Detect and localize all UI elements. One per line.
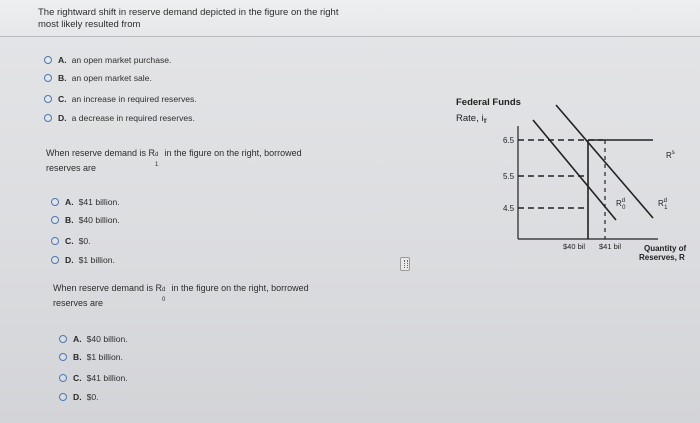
x-tick-label: $41 bil	[599, 242, 622, 251]
demand-r0-label: $R^d$ 0	[616, 198, 626, 211]
option-text: $40 billion.	[78, 215, 120, 225]
prompt-text: in the figure on the right, borrowed	[169, 283, 309, 293]
x-axis-title-line2: Reserves, R	[639, 253, 685, 262]
q1-option-b[interactable]	[44, 73, 152, 83]
option-text: $41 billion.	[86, 373, 128, 383]
question1-prompt	[38, 7, 338, 31]
q1-option-c[interactable]	[44, 94, 197, 104]
option-text: $0.	[78, 236, 91, 246]
q1-option-a[interactable]	[44, 55, 171, 65]
option-letter: A.	[58, 55, 67, 65]
q3-option-a[interactable]	[59, 334, 128, 344]
y-tick-label: 4.5	[503, 204, 515, 213]
q2-option-b[interactable]	[51, 215, 120, 225]
radio-icon[interactable]	[44, 114, 52, 122]
pane-resize-handle[interactable]	[400, 257, 410, 271]
radio-icon[interactable]	[44, 56, 52, 64]
option-letter: D.	[65, 255, 74, 265]
y-axis-title-line1: Federal Funds	[456, 97, 521, 108]
question1-prompt-line2: most likely resulted from	[38, 19, 141, 30]
option-text: an increase in required reserves.	[71, 94, 197, 104]
subscript: 1	[155, 162, 159, 168]
radio-icon[interactable]	[51, 216, 59, 224]
option-text: an open market purchase.	[71, 55, 172, 65]
option-text: an open market sale.	[71, 73, 152, 83]
x-axis-title-line1: Quantity of	[644, 244, 687, 253]
radio-icon[interactable]	[51, 256, 59, 264]
radio-icon[interactable]	[59, 353, 67, 361]
radio-icon[interactable]	[51, 198, 59, 206]
reserves-market-figure	[448, 90, 698, 270]
q2-option-c[interactable]	[51, 236, 91, 246]
option-text: a decrease in required reserves.	[71, 113, 195, 123]
supply-label: $R^s$	[666, 150, 675, 160]
option-text: $41 billion.	[78, 197, 120, 207]
y-tick-label: 5.5	[503, 172, 515, 181]
radio-icon[interactable]	[44, 74, 52, 82]
prompt-text: When reserve demand is R	[46, 148, 156, 158]
header-divider	[0, 36, 700, 37]
q3-option-c[interactable]	[59, 373, 128, 383]
demand-curve-r0	[533, 120, 616, 220]
prompt-text: in the figure on the right, borrowed	[162, 148, 302, 158]
option-letter: C.	[73, 373, 82, 383]
radio-icon[interactable]	[59, 335, 67, 343]
radio-icon[interactable]	[51, 237, 59, 245]
y-axis-title-line2: Rate, $i_{ff}$	[456, 113, 487, 125]
option-letter: D.	[58, 113, 67, 123]
option-text: $1 billion.	[86, 352, 123, 362]
option-text: $0.	[86, 392, 99, 402]
superscript: d	[155, 152, 159, 158]
option-letter: C.	[65, 236, 74, 246]
option-text: $1 billion.	[78, 255, 115, 265]
demand-r1-label: $R^d$ 1	[658, 198, 668, 211]
q2-option-d[interactable]	[51, 255, 115, 265]
question1-prompt-line1: The rightward shift in reserve demand depicted in the figure on the right	[38, 7, 339, 18]
option-letter: B.	[58, 73, 67, 83]
option-letter: A.	[65, 197, 74, 207]
y-tick-label: 6.5	[503, 136, 515, 145]
option-text: $40 billion.	[86, 334, 128, 344]
question2-prompt-line2: reserves are	[46, 163, 97, 173]
q1-option-d[interactable]	[44, 113, 195, 123]
option-letter: C.	[58, 94, 67, 104]
q3-option-b[interactable]	[59, 352, 123, 362]
radio-icon[interactable]	[44, 95, 52, 103]
option-letter: B.	[73, 352, 82, 362]
question3-prompt	[53, 281, 309, 311]
radio-icon[interactable]	[59, 374, 67, 382]
superscript: d	[162, 287, 166, 293]
q2-option-a[interactable]	[51, 197, 120, 207]
question3-prompt-line2: reserves are	[53, 298, 104, 308]
demand-curve-r1	[556, 105, 653, 218]
q3-option-d[interactable]	[59, 392, 99, 402]
option-letter: B.	[65, 215, 74, 225]
question2-prompt	[46, 146, 302, 176]
subscript: 0	[162, 297, 166, 303]
prompt-text: When reserve demand is R	[53, 283, 163, 293]
radio-icon[interactable]	[59, 393, 67, 401]
option-letter: D.	[73, 392, 82, 402]
option-letter: A.	[73, 334, 82, 344]
grip-icon	[404, 260, 408, 268]
x-tick-label: $40 bil	[563, 242, 586, 251]
